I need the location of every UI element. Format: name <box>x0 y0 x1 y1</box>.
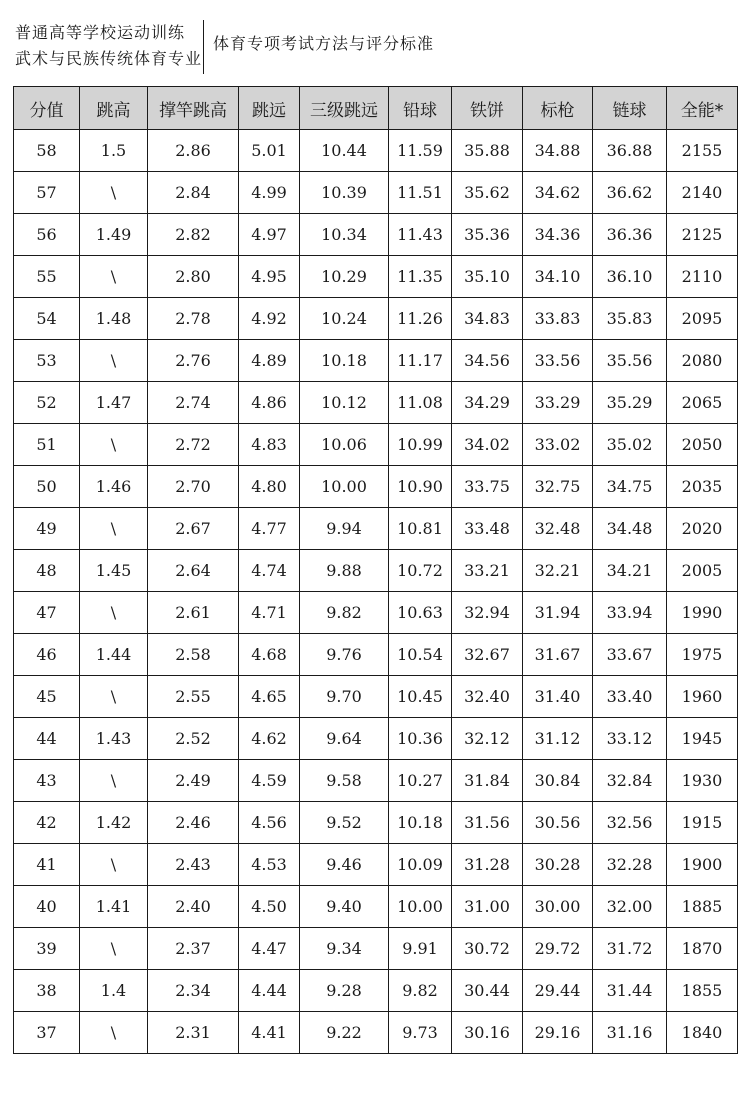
table-cell: 35.02 <box>593 424 667 466</box>
table-cell: 11.08 <box>389 382 452 424</box>
table-cell: 30.28 <box>523 844 593 886</box>
table-cell: 32.40 <box>452 676 523 718</box>
table-cell: 30.44 <box>452 970 523 1012</box>
table-cell: 41 <box>14 844 80 886</box>
header-divider <box>203 20 204 74</box>
table-row <box>14 550 738 592</box>
table-cell: 32.00 <box>593 886 667 928</box>
column-header: 铅球 <box>389 87 452 130</box>
table-cell: 30.72 <box>452 928 523 970</box>
table-cell: 9.34 <box>300 928 389 970</box>
table-cell: 9.76 <box>300 634 389 676</box>
table-cell: 2.34 <box>148 970 239 1012</box>
table-cell: 4.59 <box>239 760 300 802</box>
table-cell: 34.62 <box>523 172 593 214</box>
table-row <box>14 130 738 172</box>
table-cell: 35.10 <box>452 256 523 298</box>
table-cell: 31.44 <box>593 970 667 1012</box>
table-cell: 2.64 <box>148 550 239 592</box>
page-header <box>0 0 750 80</box>
table-cell: 9.94 <box>300 508 389 550</box>
table-cell: 31.00 <box>452 886 523 928</box>
table-row <box>14 592 738 634</box>
table-cell: 48 <box>14 550 80 592</box>
table-cell: 2110 <box>667 256 738 298</box>
table-cell: 30.00 <box>523 886 593 928</box>
table-cell: 9.52 <box>300 802 389 844</box>
table-cell: 36.10 <box>593 256 667 298</box>
table-cell: 5.01 <box>239 130 300 172</box>
table-cell: 1930 <box>667 760 738 802</box>
table-cell: 37 <box>14 1012 80 1054</box>
table-cell: 9.91 <box>389 928 452 970</box>
table-cell: 11.59 <box>389 130 452 172</box>
header-line-1: 普通高等学校运动训练 <box>15 23 186 42</box>
table-cell: 52 <box>14 382 80 424</box>
table-cell: 2080 <box>667 340 738 382</box>
table-row <box>14 676 738 718</box>
table-cell: 2.61 <box>148 592 239 634</box>
table-cell: 10.36 <box>389 718 452 760</box>
table-row <box>14 718 738 760</box>
table-cell: 4.50 <box>239 886 300 928</box>
table-cell: 10.24 <box>300 298 389 340</box>
table-cell: 4.89 <box>239 340 300 382</box>
table-cell: \ <box>80 508 148 550</box>
table-cell: 9.28 <box>300 970 389 1012</box>
column-header: 标枪 <box>523 87 593 130</box>
table-cell: 1.45 <box>80 550 148 592</box>
column-header: 全能* <box>667 87 738 130</box>
table-cell: 1.47 <box>80 382 148 424</box>
table-cell: 4.47 <box>239 928 300 970</box>
header-line-2: 武术与民族传统体育专业 <box>15 49 203 68</box>
table-row <box>14 298 738 340</box>
table-cell: 57 <box>14 172 80 214</box>
table-cell: 29.72 <box>523 928 593 970</box>
table-cell: 2.43 <box>148 844 239 886</box>
table-cell: 11.17 <box>389 340 452 382</box>
table-cell: 9.64 <box>300 718 389 760</box>
table-cell: 30.16 <box>452 1012 523 1054</box>
table-cell: 1.49 <box>80 214 148 256</box>
table-row <box>14 928 738 970</box>
table-cell: 35.83 <box>593 298 667 340</box>
table-cell: 10.99 <box>389 424 452 466</box>
table-cell: 31.40 <box>523 676 593 718</box>
table-cell: 1945 <box>667 718 738 760</box>
table-cell: 34.02 <box>452 424 523 466</box>
table-cell: 2.70 <box>148 466 239 508</box>
table-cell: 2.31 <box>148 1012 239 1054</box>
table-cell: 2.58 <box>148 634 239 676</box>
table-cell: 31.84 <box>452 760 523 802</box>
table-cell: 9.46 <box>300 844 389 886</box>
table-row <box>14 466 738 508</box>
table-cell: 1.5 <box>80 130 148 172</box>
table-cell: 9.40 <box>300 886 389 928</box>
table-cell: 2020 <box>667 508 738 550</box>
score-table <box>13 86 738 1054</box>
table-cell: 36.62 <box>593 172 667 214</box>
table-cell: 49 <box>14 508 80 550</box>
table-cell: 29.16 <box>523 1012 593 1054</box>
table-row <box>14 844 738 886</box>
table-cell: 33.94 <box>593 592 667 634</box>
table-cell: 55 <box>14 256 80 298</box>
table-cell: 2.80 <box>148 256 239 298</box>
table-cell: 2.46 <box>148 802 239 844</box>
table-cell: 4.68 <box>239 634 300 676</box>
header-left-block <box>15 20 202 72</box>
table-cell: 1960 <box>667 676 738 718</box>
table-cell: 32.48 <box>523 508 593 550</box>
table-cell: 35.36 <box>452 214 523 256</box>
table-cell: 9.82 <box>300 592 389 634</box>
table-cell: 30.56 <box>523 802 593 844</box>
table-cell: \ <box>80 844 148 886</box>
table-cell: 33.75 <box>452 466 523 508</box>
table-cell: 10.81 <box>389 508 452 550</box>
table-cell: 33.83 <box>523 298 593 340</box>
table-cell: 31.56 <box>452 802 523 844</box>
table-cell: 33.67 <box>593 634 667 676</box>
table-cell: 58 <box>14 130 80 172</box>
table-cell: 35.29 <box>593 382 667 424</box>
table-cell: 34.83 <box>452 298 523 340</box>
table-row <box>14 256 738 298</box>
table-cell: 2.76 <box>148 340 239 382</box>
table-cell: 31.16 <box>593 1012 667 1054</box>
table-cell: 1870 <box>667 928 738 970</box>
table-cell: 56 <box>14 214 80 256</box>
table-cell: 1840 <box>667 1012 738 1054</box>
table-cell: 10.06 <box>300 424 389 466</box>
table-cell: 2.55 <box>148 676 239 718</box>
table-cell: 33.12 <box>593 718 667 760</box>
table-cell: 2065 <box>667 382 738 424</box>
table-cell: 4.71 <box>239 592 300 634</box>
table-cell: 31.12 <box>523 718 593 760</box>
table-cell: 4.65 <box>239 676 300 718</box>
table-cell: 1.43 <box>80 718 148 760</box>
table-cell: 9.58 <box>300 760 389 802</box>
table-cell: 30.84 <box>523 760 593 802</box>
table-cell: 4.62 <box>239 718 300 760</box>
table-cell: 10.00 <box>300 466 389 508</box>
table-cell: 38 <box>14 970 80 1012</box>
table-cell: 32.75 <box>523 466 593 508</box>
column-header: 链球 <box>593 87 667 130</box>
table-cell: 2035 <box>667 466 738 508</box>
table-cell: 10.90 <box>389 466 452 508</box>
table-cell: 10.18 <box>300 340 389 382</box>
table-cell: 32.84 <box>593 760 667 802</box>
table-cell: 10.09 <box>389 844 452 886</box>
table-cell: 9.22 <box>300 1012 389 1054</box>
table-cell: \ <box>80 172 148 214</box>
table-cell: 34.29 <box>452 382 523 424</box>
column-header: 跳远 <box>239 87 300 130</box>
table-cell: 2.74 <box>148 382 239 424</box>
table-cell: 4.99 <box>239 172 300 214</box>
table-cell: 31.28 <box>452 844 523 886</box>
table-body <box>14 130 738 1054</box>
table-cell: 36.88 <box>593 130 667 172</box>
table-cell: 51 <box>14 424 80 466</box>
table-cell: 2050 <box>667 424 738 466</box>
table-cell: 2005 <box>667 550 738 592</box>
table-row <box>14 1012 738 1054</box>
table-cell: 11.43 <box>389 214 452 256</box>
table-cell: 54 <box>14 298 80 340</box>
table-cell: 2.72 <box>148 424 239 466</box>
table-cell: 34.36 <box>523 214 593 256</box>
table-cell: 2.37 <box>148 928 239 970</box>
table-cell: 53 <box>14 340 80 382</box>
table-cell: 47 <box>14 592 80 634</box>
table-cell: 39 <box>14 928 80 970</box>
table-cell: \ <box>80 256 148 298</box>
column-header: 分值 <box>14 87 80 130</box>
table-cell: 32.56 <box>593 802 667 844</box>
table-cell: 2.52 <box>148 718 239 760</box>
table-cell: 32.21 <box>523 550 593 592</box>
table-cell: 11.26 <box>389 298 452 340</box>
table-cell: 35.56 <box>593 340 667 382</box>
table-cell: 42 <box>14 802 80 844</box>
table-cell: 4.97 <box>239 214 300 256</box>
table-cell: 1975 <box>667 634 738 676</box>
table-cell: 1.46 <box>80 466 148 508</box>
table-cell: 10.00 <box>389 886 452 928</box>
table-row <box>14 634 738 676</box>
table-cell: 1.42 <box>80 802 148 844</box>
table-cell: 4.83 <box>239 424 300 466</box>
table-cell: 10.45 <box>389 676 452 718</box>
table-cell: 10.44 <box>300 130 389 172</box>
table-cell: \ <box>80 424 148 466</box>
table-cell: 2.67 <box>148 508 239 550</box>
table-cell: 2.78 <box>148 298 239 340</box>
table-row <box>14 508 738 550</box>
table-cell: 9.70 <box>300 676 389 718</box>
table-header-row <box>14 87 738 130</box>
table-cell: 33.48 <box>452 508 523 550</box>
table-cell: 33.40 <box>593 676 667 718</box>
table-cell: 1990 <box>667 592 738 634</box>
table-cell: 4.77 <box>239 508 300 550</box>
table-cell: 4.95 <box>239 256 300 298</box>
table-cell: 34.75 <box>593 466 667 508</box>
table-cell: 10.34 <box>300 214 389 256</box>
table-cell: 45 <box>14 676 80 718</box>
table-cell: \ <box>80 928 148 970</box>
table-cell: 1915 <box>667 802 738 844</box>
table-cell: 4.53 <box>239 844 300 886</box>
table-cell: 9.73 <box>389 1012 452 1054</box>
table-cell: 2155 <box>667 130 738 172</box>
table-row <box>14 172 738 214</box>
table-cell: 11.35 <box>389 256 452 298</box>
table-cell: 10.29 <box>300 256 389 298</box>
table-cell: 31.94 <box>523 592 593 634</box>
table-cell: 2.40 <box>148 886 239 928</box>
table-cell: 1.48 <box>80 298 148 340</box>
table-cell: 9.88 <box>300 550 389 592</box>
table-cell: 10.63 <box>389 592 452 634</box>
table-cell: 35.62 <box>452 172 523 214</box>
table-cell: 4.92 <box>239 298 300 340</box>
table-cell: 10.54 <box>389 634 452 676</box>
table-cell: 29.44 <box>523 970 593 1012</box>
table-cell: 2.86 <box>148 130 239 172</box>
table-cell: \ <box>80 676 148 718</box>
table-cell: 34.10 <box>523 256 593 298</box>
table-cell: 31.72 <box>593 928 667 970</box>
table-row <box>14 382 738 424</box>
table-row <box>14 340 738 382</box>
table-cell: 10.39 <box>300 172 389 214</box>
table-cell: 43 <box>14 760 80 802</box>
table-cell: 1.44 <box>80 634 148 676</box>
table-row <box>14 760 738 802</box>
table-row <box>14 802 738 844</box>
table-cell: \ <box>80 760 148 802</box>
table-cell: 10.18 <box>389 802 452 844</box>
table-cell: 46 <box>14 634 80 676</box>
column-header: 跳高 <box>80 87 148 130</box>
table-cell: 44 <box>14 718 80 760</box>
table-row <box>14 424 738 466</box>
table-cell: 2095 <box>667 298 738 340</box>
table-cell: \ <box>80 1012 148 1054</box>
table-cell: 32.94 <box>452 592 523 634</box>
table-cell: 1855 <box>667 970 738 1012</box>
table-cell: 1.41 <box>80 886 148 928</box>
table-cell: 4.86 <box>239 382 300 424</box>
table-cell: 10.72 <box>389 550 452 592</box>
table-cell: 35.88 <box>452 130 523 172</box>
column-header: 撑竿跳高 <box>148 87 239 130</box>
table-cell: 2.84 <box>148 172 239 214</box>
table-cell: 10.12 <box>300 382 389 424</box>
table-cell: 4.41 <box>239 1012 300 1054</box>
table-cell: 36.36 <box>593 214 667 256</box>
table-cell: 1885 <box>667 886 738 928</box>
table-cell: \ <box>80 340 148 382</box>
table-cell: 34.88 <box>523 130 593 172</box>
column-header: 铁饼 <box>452 87 523 130</box>
table-row <box>14 214 738 256</box>
table-row <box>14 970 738 1012</box>
table-cell: 10.27 <box>389 760 452 802</box>
table-cell: 4.74 <box>239 550 300 592</box>
table-cell: 32.12 <box>452 718 523 760</box>
table-cell: 1.4 <box>80 970 148 1012</box>
table-cell: 9.82 <box>389 970 452 1012</box>
header-title: 体育专项考试方法与评分标准 <box>213 34 435 53</box>
table-cell: \ <box>80 592 148 634</box>
table-cell: 4.80 <box>239 466 300 508</box>
table-cell: 32.67 <box>452 634 523 676</box>
table-cell: 34.56 <box>452 340 523 382</box>
table-cell: 33.56 <box>523 340 593 382</box>
table-cell: 2125 <box>667 214 738 256</box>
table-cell: 33.02 <box>523 424 593 466</box>
table-cell: 1900 <box>667 844 738 886</box>
table-cell: 4.44 <box>239 970 300 1012</box>
table-cell: 34.21 <box>593 550 667 592</box>
table-cell: 2.49 <box>148 760 239 802</box>
table-cell: 33.29 <box>523 382 593 424</box>
table-row <box>14 886 738 928</box>
table-cell: 33.21 <box>452 550 523 592</box>
table-cell: 4.56 <box>239 802 300 844</box>
table-cell: 11.51 <box>389 172 452 214</box>
table-cell: 2.82 <box>148 214 239 256</box>
table-cell: 2140 <box>667 172 738 214</box>
table-cell: 50 <box>14 466 80 508</box>
table-cell: 32.28 <box>593 844 667 886</box>
column-header: 三级跳远 <box>300 87 389 130</box>
table-cell: 40 <box>14 886 80 928</box>
table-cell: 31.67 <box>523 634 593 676</box>
table-cell: 34.48 <box>593 508 667 550</box>
